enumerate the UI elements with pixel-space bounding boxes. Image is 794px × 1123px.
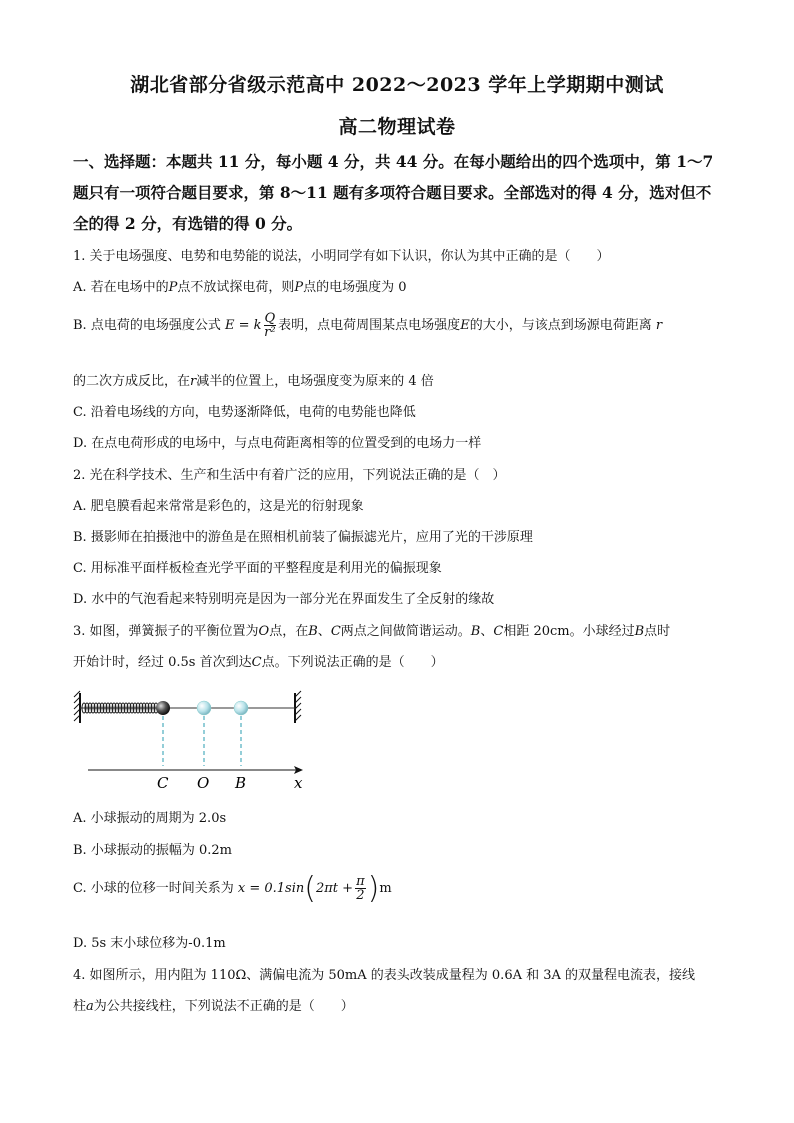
label-b: B [235, 774, 247, 792]
q3-option-d: D. 5s 末小球位移为-0.1m [73, 936, 226, 951]
q1-option-d: D. 在点电荷形成的电场中，与点电荷距离相等的位置受到的电场力一样 [73, 436, 482, 451]
q2-option-b: B. 摄影师在拍摄池中的游鱼是在照相机前装了偏振滤光片，应用了光的干涉原理 [73, 530, 533, 545]
q3-stem-line1: 3. 如图，弹簧振子的平衡位置为O点，在B、C两点之间做简谐运动。B、C相距 20cm。小球经过B点时 [73, 624, 671, 639]
q2-stem: 2. 光在科学技术、生产和生活中有着广泛的应用，下列说法正确的是（ ） [73, 468, 506, 483]
q3-option-b: B. 小球振动的振幅为 0.2m [73, 843, 232, 858]
q3-option-c: C. 小球的位移一时间关系为 x = 0.1sin(2πt + $\frac{\pi}{2}$ )m [73, 871, 392, 906]
exam-subtitle: 高二物理试卷 [338, 116, 456, 138]
right-wall [295, 691, 301, 723]
left-wall [74, 691, 80, 723]
ball-at-b [234, 701, 248, 715]
q4-stem-line2: 柱a为公共接线柱，下列说法不正确的是（ ） [73, 999, 354, 1014]
section-instructions: 一、选择题：本题共 11 分，每小题 4 分，共 44 分。在每小题给出的四个选项中，第 1～7 题只有一项符合题目要求，第 8～11 题有多项符合题目要求。全部选对的得 4 分，选对但不全的得 2 分，有选错的得 0 分。 [73, 152, 714, 233]
q1-option-c: C. 沿着电场线的方向，电势逐渐降低，电荷的电势能也降低 [73, 405, 416, 420]
ball-at-o [197, 701, 211, 715]
q1-option-b-cont: 的二次方成反比，在r减半的位置上，电场强度变为原来的 4 倍 [73, 374, 434, 389]
spring-oscillator-figure [70, 688, 315, 798]
q1-option-a: A. 若在电场中的P点不放试探电荷，则P点的电场强度为 0 [73, 280, 407, 295]
label-o: O [197, 774, 210, 792]
formula-fraction: $\frac{Q}{\text{r²}}$ [264, 311, 276, 340]
q2-option-c: C. 用标准平面样板检查光学平面的平整程度是利用光的偏振现象 [73, 561, 442, 576]
q2-option-d: D. 水中的气泡看起来特别明亮是因为一部分光在界面发生了全反射的缘故 [73, 592, 495, 607]
label-c: C [157, 774, 169, 792]
q1-stem: 1. 关于电场强度、电势和电势能的说法，小明同学有如下认识，你认为其中正确的是（ ） [73, 249, 610, 264]
ball-at-c [156, 701, 170, 715]
q2-option-a: A. 肥皂膜看起来常常是彩色的，这是光的衍射现象 [73, 499, 364, 514]
q3-stem-line2: 开始计时，经过 0.5s 首次到达C点。下列说法正确的是（ ） [73, 655, 444, 670]
q1-option-b: B. 点电荷的电场强度公式 E = k $\frac{Q}{\text{r²}}$ 表明，点电荷周围某点电场强度E的大小，与该点到场源电荷距离 r [73, 311, 663, 340]
formula-lhs: E = k [224, 318, 262, 333]
exam-title: 湖北省部分省级示范高中 2022～2023 学年上学期期中测试 [130, 74, 664, 96]
c-fraction: $\frac{\pi}{2}$ [356, 874, 365, 903]
q3-option-a: A. 小球振动的周期为 2.0s [73, 811, 227, 826]
q4-stem-line1: 4. 如图所示，用内阻为 110Ω、满偏电流为 50mA 的表头改装成量程为 0.6A 和 3A 的双量程电流表，接线 [73, 968, 696, 983]
c-expression: x = 0.1sin [237, 881, 305, 896]
label-x: x [294, 774, 303, 792]
